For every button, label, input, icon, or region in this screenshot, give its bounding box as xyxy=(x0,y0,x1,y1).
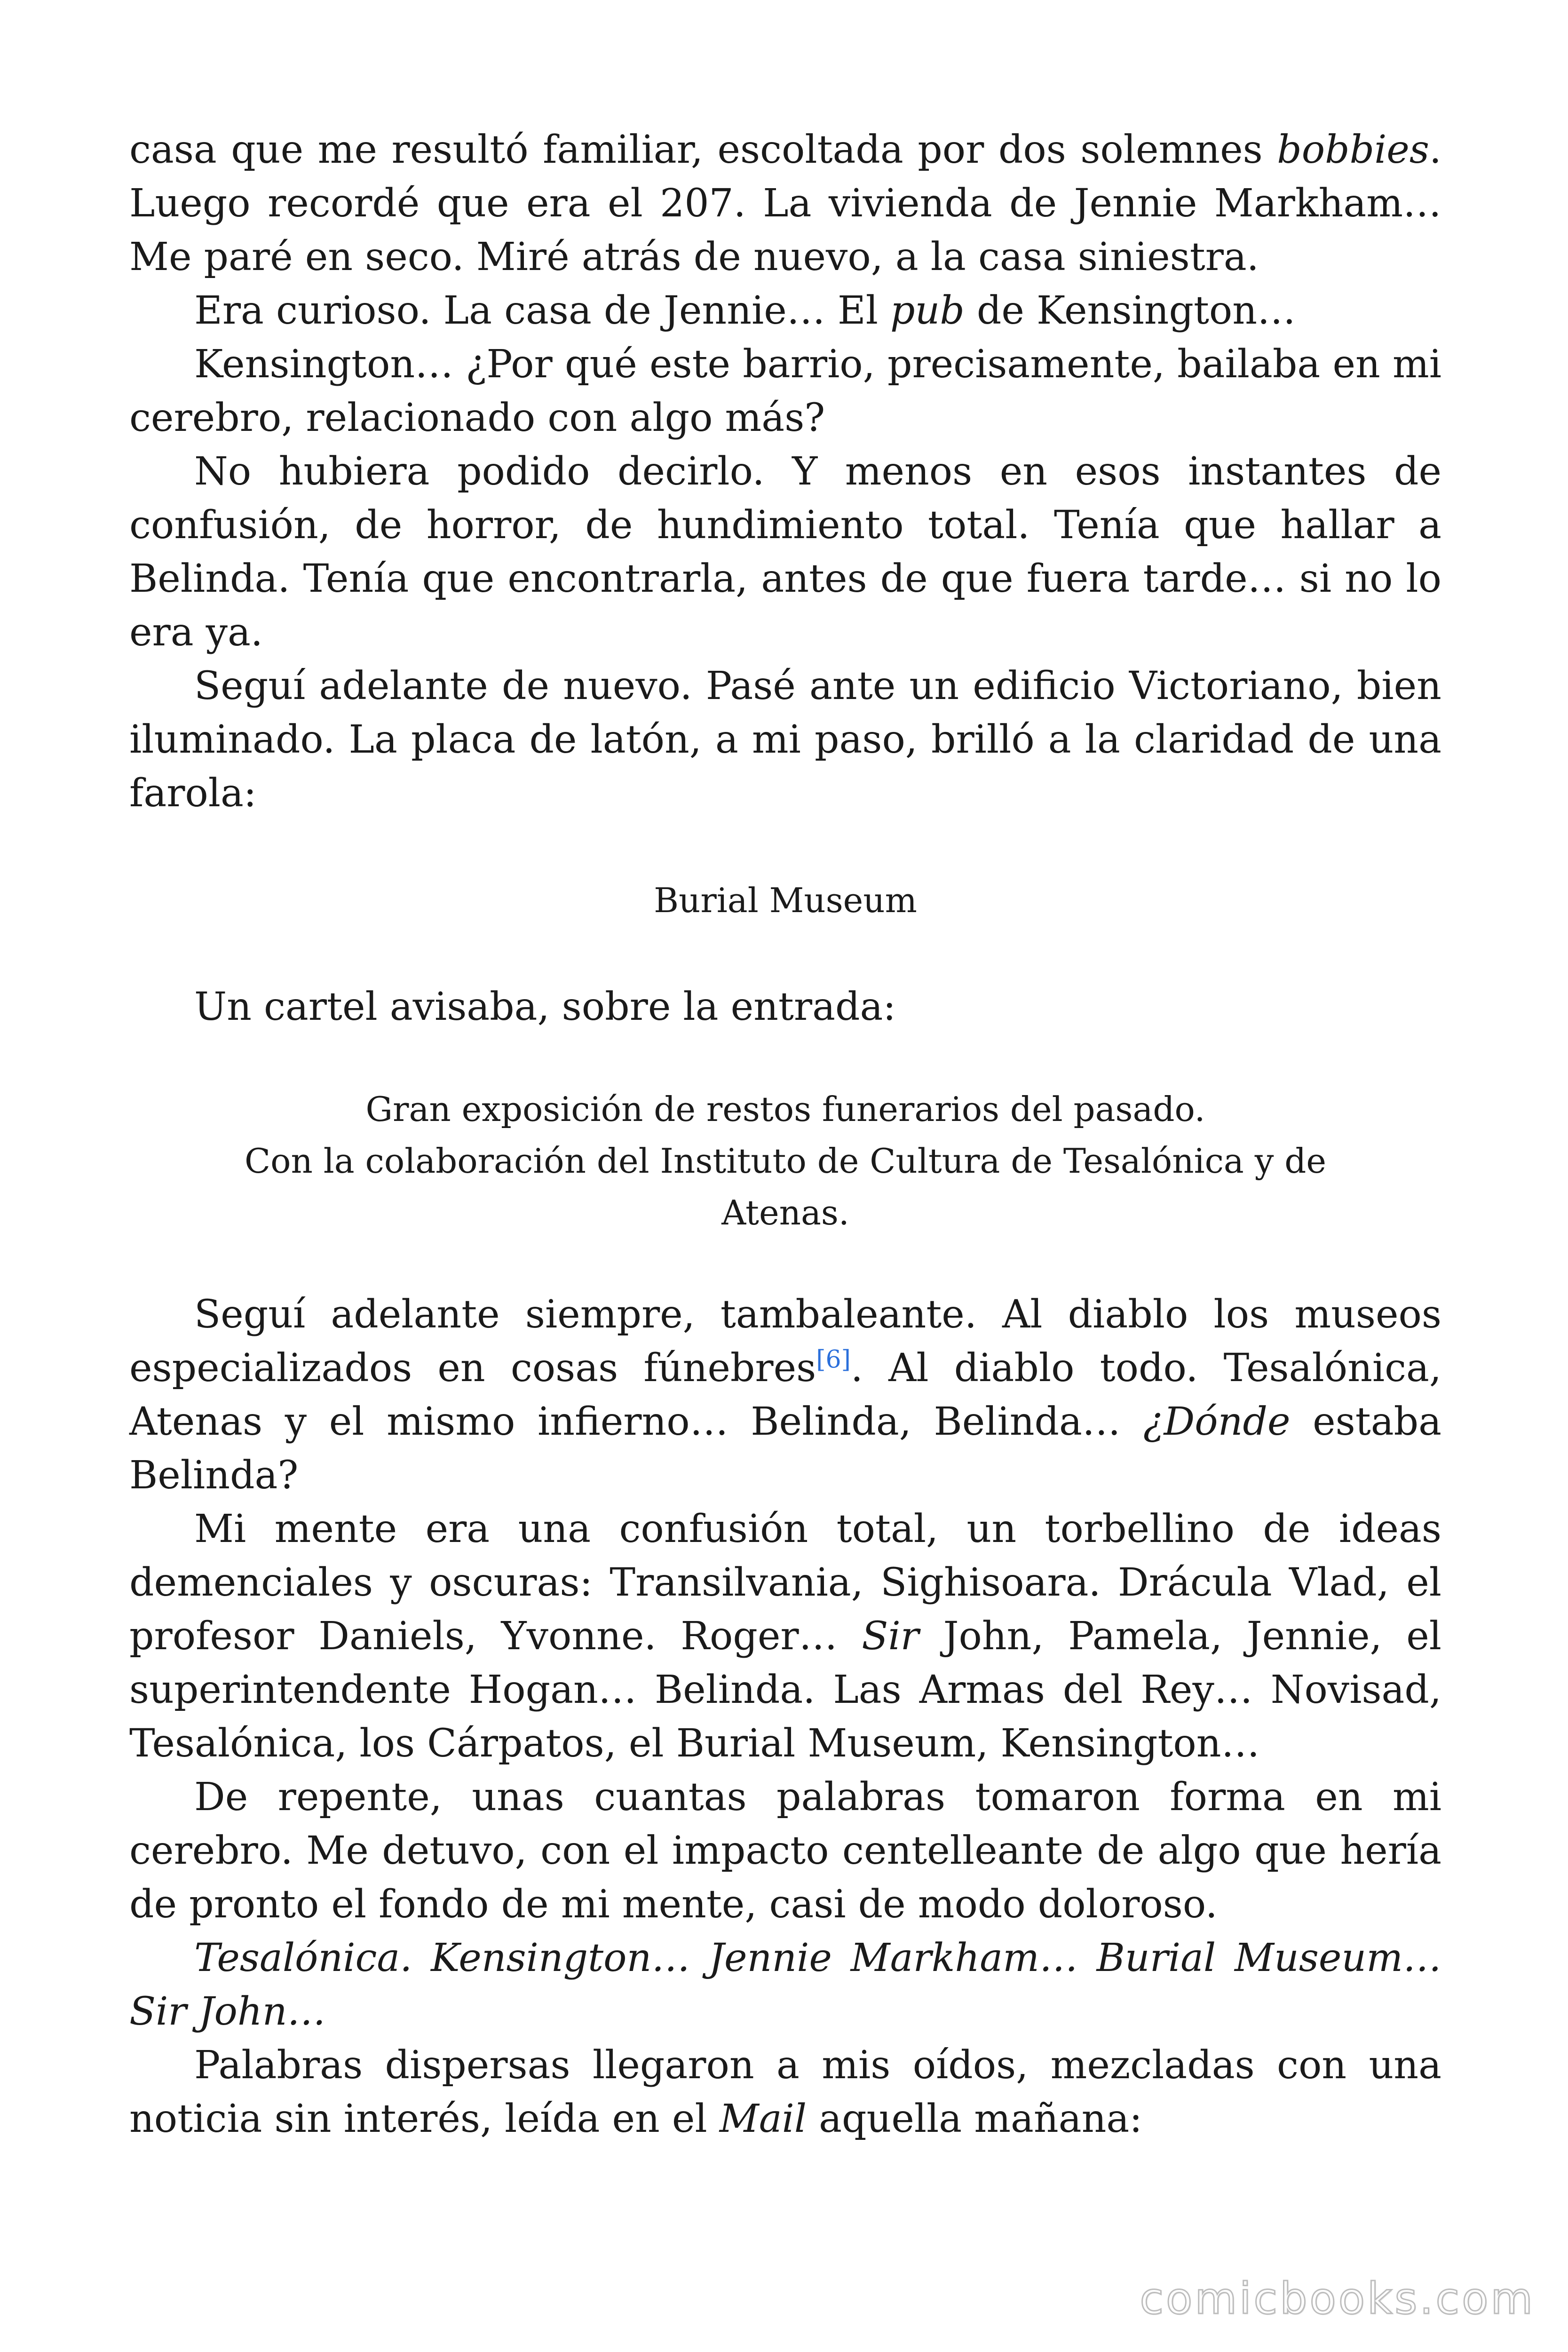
paragraph xyxy=(129,338,1441,445)
paragraph xyxy=(129,1771,1441,1931)
footnote-link[interactable]: [6] xyxy=(816,1345,851,1374)
text-run: Palabras dispersas llegaron a mis oídos, mezcladas con una noticia sin interés, leída en el xyxy=(129,2043,1441,2141)
text-run: Era curioso. La casa de Jennie… El xyxy=(194,288,891,333)
sign-line: Gran exposición de restos funerarios del pasado. xyxy=(365,1089,1205,1129)
text-run: Seguí adelante de nuevo. Pasé ante un edificio Victoriano, bien iluminado. La placa de latón, a mi paso, brilló a la claridad de una farola: xyxy=(129,664,1441,816)
text-run: aquella mañana: xyxy=(807,2097,1142,2141)
paragraph xyxy=(129,1288,1441,1502)
text-run: . Luego recordé que era el 207. La vivienda de Jennie Markham… Me paré en seco. Miré atrás de nuevo, a la casa siniestra. xyxy=(129,127,1441,279)
sign-notice xyxy=(185,1083,1386,1239)
italic-text: Mail xyxy=(719,2097,807,2141)
text-run: Kensington… ¿Por qué este barrio, precisamente, bailaba en mi cerebro, relacionado con algo más? xyxy=(129,342,1441,440)
text-run: De repente, unas cuantas palabras tomaron forma en mi cerebro. Me detuvo, con el impacto centelleante de algo que hería de pronto el fondo de mi mente, casi de modo doloroso. xyxy=(129,1775,1441,1927)
text-run: John, Pamela, Jennie, el superintendente Hogan… Belinda. Las Armas del Rey… Novisad, Tesalónica, los Cárpatos, el Burial Museum, Kensington… xyxy=(129,1614,1442,1766)
italic-text: pub xyxy=(890,288,965,333)
paragraph xyxy=(129,1931,1441,2039)
italic-text: Tesalónica. Kensington… Jennie Markham… Burial Museum… Sir John… xyxy=(129,1936,1441,2034)
page-body xyxy=(129,123,1441,2146)
watermark-logo: comicbooks.com xyxy=(1140,2273,1535,2324)
italic-text: ¿Dónde xyxy=(1143,1399,1291,1444)
text-run: No hubiera podido decirlo. Y menos en esos instantes de confusión, de horror, de hundimiento total. Tenía que hallar a Belinda. Tenía que encontrarla, antes de que fuera tarde… si no lo era ya. xyxy=(129,449,1441,655)
italic-text: Sir xyxy=(862,1614,919,1659)
text-run: Seguí adelante siempre, tambaleante. Al diablo los museos especializados en cosas fúnebres xyxy=(129,1292,1441,1391)
text-run: . Al diablo todo. Tesalónica, Atenas y el mismo infierno… Belinda, Belinda… xyxy=(129,1346,1441,1444)
text-block-bottom xyxy=(129,1288,1441,2146)
text-run: de Kensington… xyxy=(964,288,1296,333)
text-run: casa que me resultó familiar, escoltada por dos solemnes xyxy=(129,127,1277,172)
paragraph xyxy=(129,660,1441,820)
paragraph xyxy=(129,123,1441,284)
paragraph xyxy=(129,1502,1441,1771)
paragraph xyxy=(129,2039,1441,2146)
italic-text: bobbies xyxy=(1277,127,1429,172)
plaque-heading: Burial Museum xyxy=(654,881,917,920)
paragraph: Un cartel avisaba, sobre la entrada: xyxy=(194,985,896,1029)
text-run: estaba Belinda? xyxy=(129,1399,1441,1498)
paragraph xyxy=(129,445,1441,660)
text-block-top xyxy=(129,123,1441,820)
paragraph xyxy=(129,284,1441,338)
text-run: Mi mente era una confusión total, un torbellino de ideas demenciales y oscuras: Transilvania, Sighisoara. Drácula Vlad, el profesor Daniels, Yvonne. Roger… xyxy=(129,1507,1441,1659)
sign-line: Con la colaboración del Instituto de Cultura de Tesalónica y de Atenas. xyxy=(245,1141,1326,1232)
